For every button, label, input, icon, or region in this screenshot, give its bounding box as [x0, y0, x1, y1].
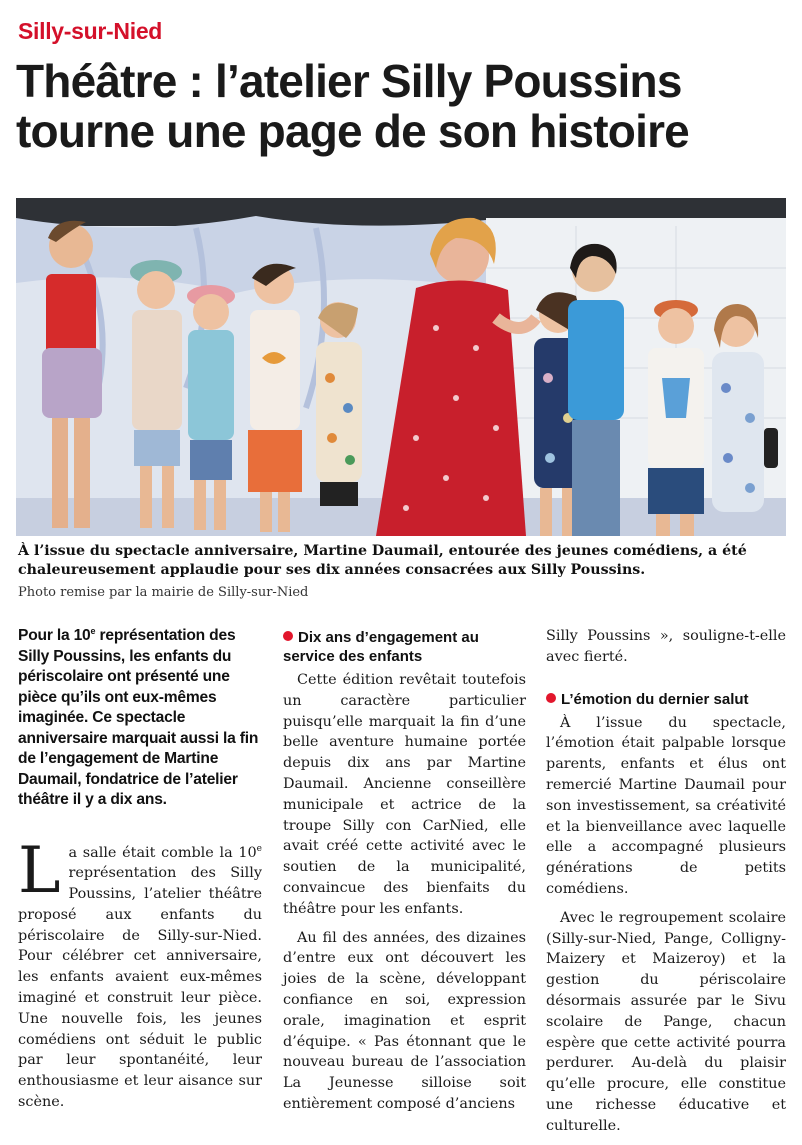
- article-headline: Théâtre : l’atelier Silly Poussins tourne une page de son histoire: [16, 55, 689, 157]
- lede-ordinal: e: [90, 625, 96, 636]
- intro-paragraph: [18, 833, 262, 1113]
- section-1-title-text: Dix ans d’engagement au service des enfants: [283, 629, 479, 665]
- article-kicker: Silly-sur-Nied: [18, 18, 163, 44]
- photo-credit: Photo remise par la mairie de Silly-sur-Nied: [18, 585, 309, 600]
- article-lede: [18, 626, 262, 811]
- section-2-paragraph-1: À l’issue du spectacle, l’émotion était palpable lorsque parents, enfants et élus ont remercié Martine Daumail pour son investissement, sa créativité et la bienveillance avec laquelle elle a accompagné plusieurs générations de petits comédiens.: [546, 714, 786, 897]
- section-2-paragraph-2: Avec le regroupement scolaire (Silly-sur-Nied, Pange, Colligny-Maizery et Maizeroy) et la gestion du périscolaire désormais assurée par le Sivu scolaire de Pange, chacun espère que cette activité pourra perdurer. Au-delà du plaisir qu’elle procure, elle constitue une richesse éducative et culturelle.: [546, 909, 786, 1134]
- lede-text-start: Pour la 10: [18, 627, 91, 644]
- column-3: [546, 626, 786, 1145]
- section-1-paragraph-2-continued: Silly Poussins », souligne-t-elle avec fierté.: [546, 628, 786, 665]
- intro-text-end: représentation des Silly Poussins, l’atelier théâtre proposé aux enfants du périscolaire de Silly-sur-Nied. Pour célébrer cet anniversaire, les enfants avaient eux-mêmes imaginé et construit leur pièce. Une nouvelle fois, les jeunes comédiens ont séduit le public par leur spontanéité, leur enthousiasme et leur aisance sur scène.: [18, 865, 262, 1111]
- section-1-title: [283, 628, 526, 666]
- intro-text-start: a salle était comble la 10: [68, 844, 257, 861]
- section-2-title: [546, 690, 786, 709]
- red-bullet-icon: [546, 693, 556, 703]
- red-bullet-icon: [283, 631, 293, 641]
- lede-text-end: représentation des Silly Poussins, les enfants du périscolaire ont présenté une pièce qu’ils ont eux-mêmes imaginée. Ce spectacle anniversaire marquait aussi la fin de l’engagement de Martine Daumail, fondatrice de l’atelier théâtre il y a dix ans.: [18, 627, 259, 808]
- section-2-title-text: L’émotion du dernier salut: [561, 690, 749, 708]
- section-1-paragraph-2: Au fil des années, des dizaines d’entre eux ont découvert les joies de la scène, développant confiance en soi, expression orale, imagination et esprit d’équipe. « Pas étonnant que le nouveau bureau de l’association La Jeunesse silloise soit entièrement composé d’anciens: [283, 929, 526, 1112]
- column-1: [18, 626, 262, 1121]
- intro-ordinal: e: [256, 843, 262, 854]
- photo-caption: À l’issue du spectacle anniversaire, Martine Daumail, entourée des jeunes comédiens, a été chaleureusement applaudie pour ses dix années consacrées aux Silly Poussins.: [18, 543, 747, 578]
- column-2: [283, 626, 526, 1123]
- article-photo: [16, 198, 786, 536]
- drop-cap: L: [18, 833, 61, 908]
- section-1-paragraph-1: Cette édition revêtait toutefois un caractère particulier puisqu’elle marquait la fin d’une belle aventure humaine portée depuis dix ans par Martine Daumail. Ancienne conseillère municipale et actrice de la troupe Silly con CarNied, elle avait créé cette activité avec le soutien de la municipalité, convaincue des bienfaits du théâtre pour les enfants.: [283, 672, 526, 917]
